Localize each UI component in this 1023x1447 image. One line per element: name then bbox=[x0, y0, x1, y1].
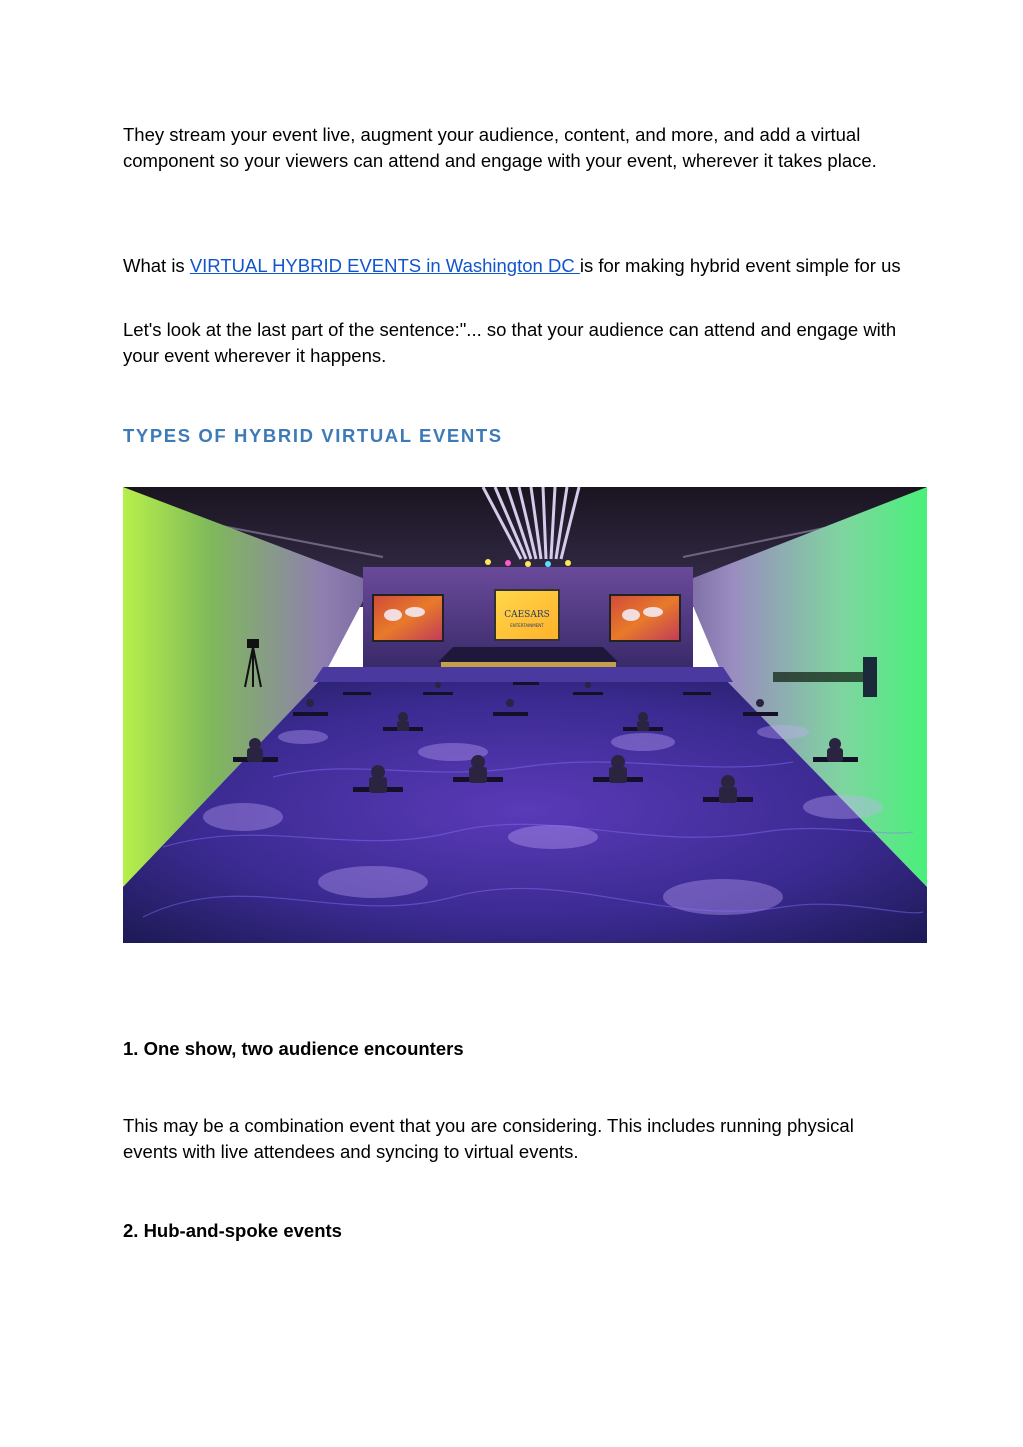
virtual-hybrid-events-link[interactable]: VIRTUAL HYBRID EVENTS in Washington DC bbox=[189, 255, 580, 276]
intro-paragraph: They stream your event live, augment your audience, content, and more, and add a virtual component so your viewers can attend and engage with your event, wherever it takes place. bbox=[123, 124, 877, 171]
combination-paragraph: This may be a combination event that you are considering. This includes running physical events with live attendees and syncing to virtual events. bbox=[123, 1115, 854, 1162]
what-is-text: What is bbox=[123, 255, 190, 276]
sentence-paragraph: Let's look at the last part of the sentence:"... so that your audience can attend and engage with your event wherever it happens. bbox=[123, 319, 897, 366]
subheading-hub-and-spoke: 2. Hub-and-spoke events bbox=[123, 1220, 342, 1241]
what-is-paragraph bbox=[123, 253, 913, 279]
what-is-text-end: is for making hybrid event simple for us bbox=[579, 255, 901, 276]
screen-logo-text: CAESARS bbox=[504, 610, 550, 620]
section-heading: TYPES OF HYBRID VIRTUAL EVENTS bbox=[123, 425, 503, 446]
event-hall-photo bbox=[123, 487, 927, 943]
screen-logo-subtext: ENTERTAINMENT bbox=[510, 623, 544, 628]
subheading-one-show: 1. One show, two audience encounters bbox=[123, 1038, 464, 1059]
